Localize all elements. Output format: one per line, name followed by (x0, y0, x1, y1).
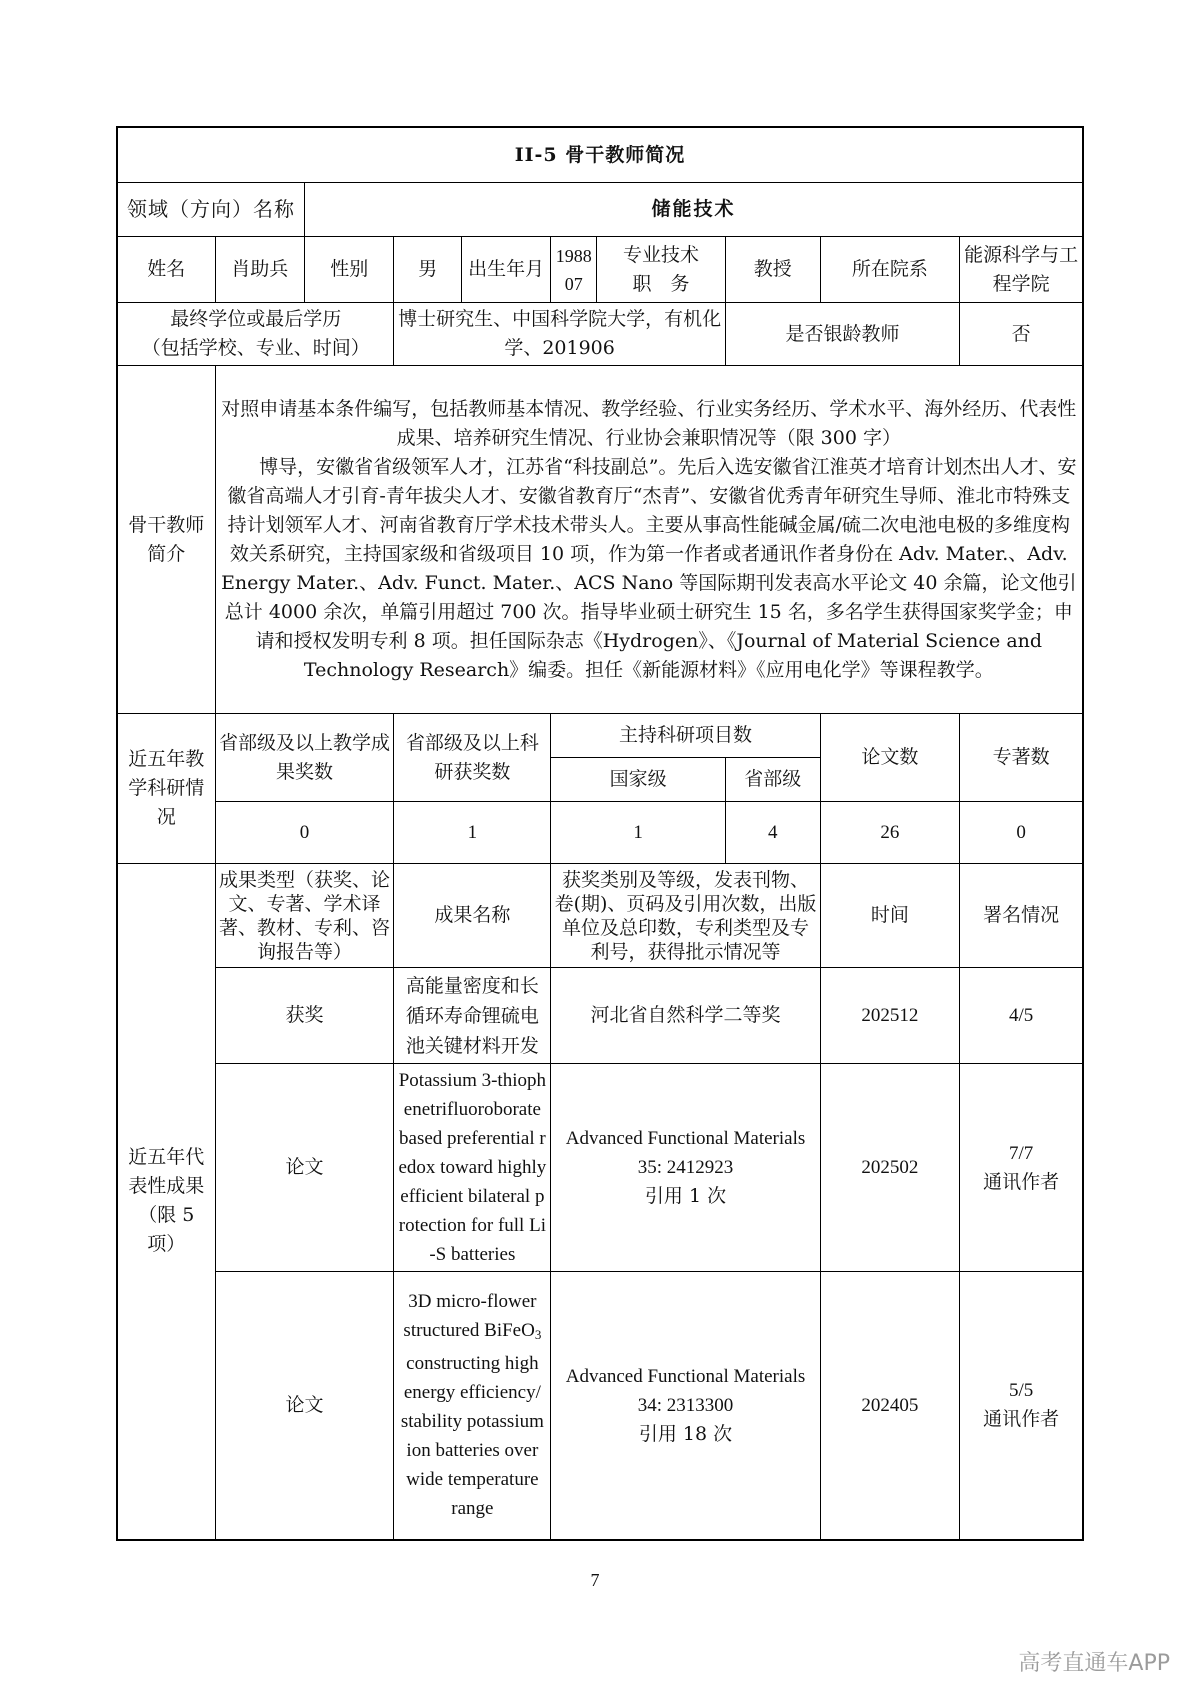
research-award-label: 省部级及以上科研获奖数 (394, 714, 551, 802)
books-label: 专著数 (960, 714, 1083, 802)
achievement-time: 202405 (820, 1272, 960, 1540)
dept-value: 能源科学与工程学院 (960, 237, 1083, 303)
achievement-detail: 河北省自然科学二等奖 (551, 968, 820, 1064)
national-value: 1 (551, 802, 725, 864)
achievement-name: 高能量密度和长循环寿命锂硫电池关键材料开发 (394, 968, 551, 1064)
degree-label-line1: 最终学位或最后学历 (170, 308, 342, 330)
gender-value: 男 (394, 237, 462, 303)
papers-value: 26 (820, 802, 960, 864)
achievement-row (117, 1064, 1083, 1272)
achievement-type: 论文 (215, 1272, 394, 1540)
title-label (597, 237, 726, 303)
author-role: 通讯作者 (983, 1408, 1060, 1431)
gender-label: 性别 (305, 237, 394, 303)
teacher-profile-table (116, 126, 1084, 1541)
stats-values-row (117, 802, 1083, 864)
achievement-row (117, 968, 1083, 1064)
birth-value (551, 237, 597, 303)
achievement-time: 202512 (820, 968, 960, 1064)
title-label-line1: 专业技术 (622, 243, 699, 266)
papers-label: 论文数 (820, 714, 960, 802)
publication-journal: Advanced Functional Materials (565, 1128, 806, 1149)
achievement-type: 论文 (215, 1064, 394, 1272)
basic-info-row (117, 237, 1083, 303)
publication-journal: Advanced Functional Materials (565, 1365, 806, 1387)
national-label: 国家级 (551, 758, 725, 802)
teaching-award-value: 0 (215, 802, 394, 864)
projects-label: 主持科研项目数 (551, 714, 820, 758)
achievement-detail (551, 1064, 820, 1272)
title-value: 教授 (725, 237, 820, 303)
degree-label-line2: （包括学校、专业、时间） (141, 337, 370, 359)
provincial-label: 省部级 (725, 758, 820, 802)
achievement-author: 4/5 (960, 968, 1083, 1064)
name-value: 肖助兵 (215, 237, 304, 303)
research-award-value: 1 (394, 802, 551, 864)
achievement-detail (551, 1272, 820, 1540)
col-time-header: 时间 (820, 864, 960, 968)
achievement-author (960, 1064, 1083, 1272)
col-author-header: 署名情况 (960, 864, 1083, 968)
section-title: II-5 骨干教师简况 (117, 127, 1083, 183)
achievements-header-row (117, 864, 1083, 968)
publication-citations: 引用 1 次 (644, 1185, 727, 1207)
achievement-author (960, 1272, 1083, 1540)
bio-content (215, 366, 1083, 714)
publication-citations: 引用 18 次 (638, 1422, 733, 1445)
birth-label: 出生年月 (461, 237, 550, 303)
books-value: 0 (960, 802, 1083, 864)
achievement-name-part1: 3D micro-flower structured BiFeO (403, 1291, 537, 1342)
birth-year: 1988 (555, 245, 592, 266)
section-title-row (117, 127, 1083, 183)
degree-label (117, 303, 394, 366)
achievement-name (394, 1272, 551, 1540)
achievement-row (117, 1272, 1083, 1540)
field-row (117, 183, 1083, 237)
col-type-header: 成果类型（获奖、论文、专著、学术译著、教材、专利、咨询报告等） (215, 864, 394, 968)
publication-volume: 35: 2412923 (637, 1157, 734, 1178)
author-order: 7/7 (1008, 1142, 1034, 1164)
achievement-name-part2: constructing high energy efficiency/ stability potassium ion batteries over wide temperature range (400, 1353, 544, 1520)
col-name-header: 成果名称 (394, 864, 551, 968)
achievement-name: Potassium 3-thiophenetrifluoroborate based preferential redox toward highly efficient bilateral protection for full Li-S batteries (394, 1064, 551, 1272)
stats-label: 近五年教学科研情况 (117, 714, 215, 864)
degree-row (117, 303, 1083, 366)
achievements-label: 近五年代表性成果（限 5 项） (117, 864, 215, 1540)
bio-text: 博导，安徽省省级领军人才，江苏省“科技副总”。先后入选安徽省江淮英才培育计划杰出人才、安徽省高端人才引育-青年拔尖人才、安徽省教育厅“杰青”、安徽省优秀青年研究生导师、淮北市特殊支持计划领军人才、河南省教育厅学术技术带头人。主要从事高性能碱金属/硫二次电池电极的多维度构效关系研究，主持国家级和省级项目 10 项，作为第一作者或者通讯作者身份在 Adv. Mater.、Adv. Energy Mater.、Adv. Funct. Mater.、ACS Nano 等国际期刊发表高水平论文 40 余篇，论文他引总计 4000 余次，单篇引用超过 700 次。指导毕业硕士研究生 15 名，多名学生获得国家奖学金；申请和授权发明专利 8 项。担任国际杂志《Hydrogen》、《Journal of Material Science and Technology Research》编委。担任《新能源材料》《应用电化学》等课程教学。 (221, 455, 1077, 681)
stats-header-row-1 (117, 714, 1083, 758)
silver-label: 是否银龄教师 (725, 303, 959, 366)
achievement-type: 获奖 (215, 968, 394, 1064)
watermark: 高考直通车APP (1018, 1651, 1170, 1676)
title-label-line2: 职 务 (632, 272, 690, 295)
page-number: 7 (590, 1570, 600, 1590)
field-value: 储能技术 (305, 183, 1084, 237)
birth-month: 07 (564, 273, 583, 294)
bio-instruction: 对照申请基本条件编写，包括教师基本情况、教学经验、行业实务经历、学术水平、海外经历、代表性成果、培养研究生情况、行业协会兼职情况等（限 300 字） (221, 397, 1077, 449)
degree-value: 博士研究生、中国科学院大学，有机化学、201906 (394, 303, 725, 366)
name-label: 姓名 (117, 237, 215, 303)
dept-label: 所在院系 (820, 237, 960, 303)
publication-volume: 34: 2313300 (637, 1394, 734, 1416)
bio-row (117, 366, 1083, 714)
silver-value: 否 (960, 303, 1083, 366)
achievement-name-subscript: 3 (534, 1327, 542, 1343)
field-label: 领域（方向）名称 (117, 183, 305, 237)
author-role: 通讯作者 (983, 1170, 1060, 1193)
achievement-time: 202502 (820, 1064, 960, 1272)
col-detail-header: 获奖类别及等级，发表刊物、卷(期)、页码及引用次数，出版单位及总印数，专利类型及专利号，获得批示情况等 (551, 864, 820, 968)
bio-label: 骨干教师简介 (117, 366, 215, 714)
provincial-value: 4 (725, 802, 820, 864)
teaching-award-label: 省部级及以上教学成果奖数 (215, 714, 394, 802)
author-order: 5/5 (1008, 1380, 1034, 1402)
